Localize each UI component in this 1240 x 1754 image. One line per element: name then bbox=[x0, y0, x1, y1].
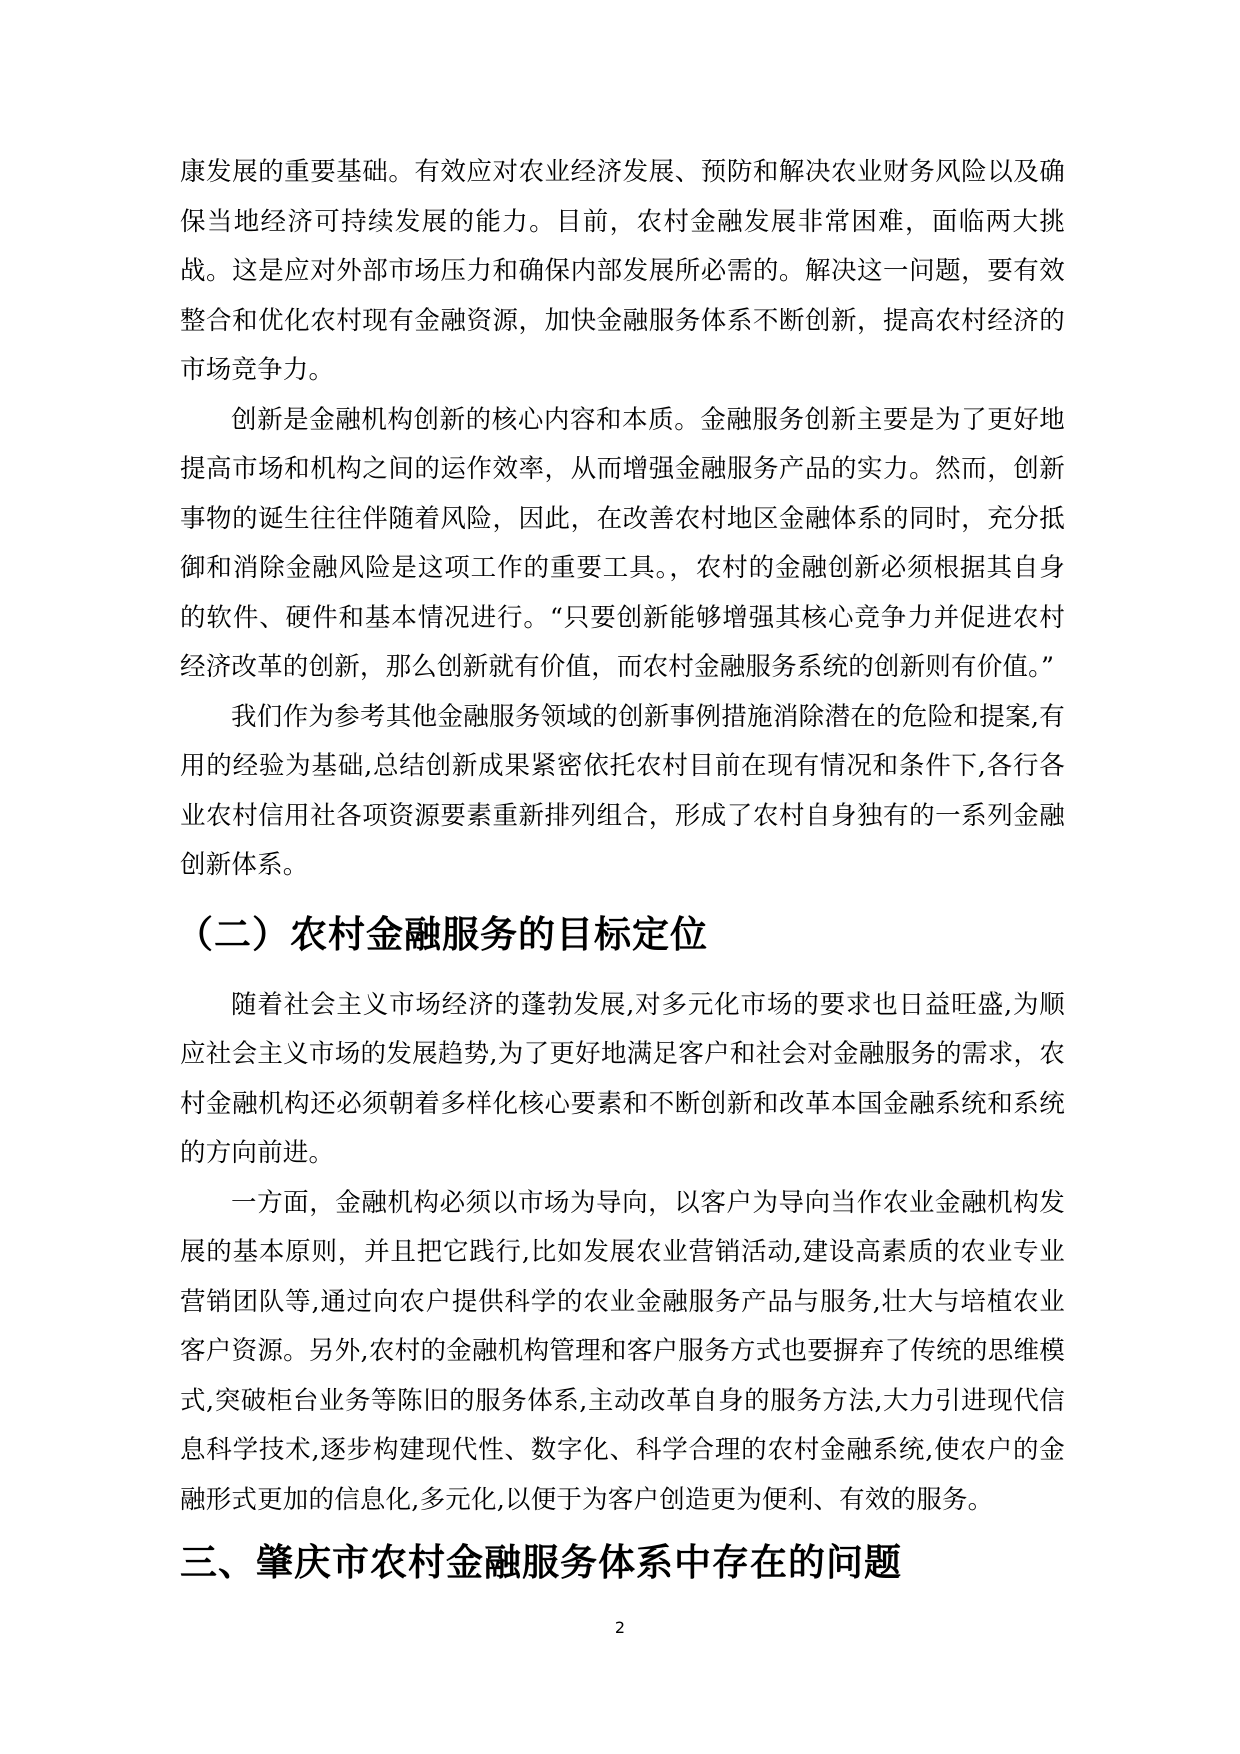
paragraph-market-orientation: 一方面，金融机构必须以市场为导向，以客户为导向当作农业金融机构发展的基本原则，并且把它践行,比如发展农业营销活动,建设高素质的农业专业营销团队等,通过向农户提供科学的农业金融服务产品与服务,壮大与培植农业客户资源。另外,农村的金融机构管理和客户服务方式也要摒弃了传统的思维模式,突破柜台业务等陈旧的服务体系,主动改革自身的服务方法,大力引进现代信息科学技术,逐步构建现代性、数字化、科学合理的农村金融系统,使农户的金融形式更加的信息化,多元化,以便于为客户创造更为便利、有效的服务。 bbox=[180, 1187, 1065, 1515]
paragraph-innovation: 创新是金融机构创新的核心内容和本质。金融服务创新主要是为了更好地提高市场和机构之间的运作效率，从而增强金融服务产品的实力。然而，创新事物的诞生往往伴随着风险，因此，在改善农村地区金融体系的同时，充分抵御和消除金融风险是这项工作的重要工具。，农村的金融创新必须根据其自身的软件、硬件和基本情况进行。“只要创新能够增强其核心竞争力并促进农村经济改革的创新，那么创新就有价值，而农村金融服务系统的创新则有价值。” bbox=[180, 404, 1065, 682]
paragraph-continuation: 康发展的重要基础。有效应对农业经济发展、预防和解决农业财务风险以及确保当地经济可持续发展的能力。目前，农村金融发展非常困难，面临两大挑战。这是应对外部市场压力和确保内部发展所必需的。解决这一问题，要有效整合和优化农村现有金融资源，加快金融服务体系不断创新，提高农村经济的市场竞争力。 bbox=[180, 157, 1065, 385]
section-heading-problems: 三、肇庆市农村金融服务体系中存在的问题 bbox=[180, 1541, 902, 1584]
paragraph-reference-experience: 我们作为参考其他金融服务领域的创新事例措施消除潜在的危险和提案,有用的经验为基础,总结创新成果紧密依托农村目前在现有情况和条件下,各行各业农村信用社各项资源要素重新排列组合，形成了农村自身独有的一系列金融创新体系。 bbox=[180, 701, 1065, 880]
paragraph-market-economy: 随着社会主义市场经济的蓬勃发展,对多元化市场的要求也日益旺盛,为顺应社会主义市场的发展趋势,为了更好地满足客户和社会对金融服务的需求，农村金融机构还必须朝着多样化核心要素和不断创新和改革本国金融系统和系统的方向前进。 bbox=[180, 989, 1065, 1168]
page-number: 2 bbox=[614, 1618, 626, 1637]
page-content bbox=[176, 148, 1065, 1587]
section-heading-target-positioning: （二）农村金融服务的目标定位 bbox=[176, 912, 708, 956]
